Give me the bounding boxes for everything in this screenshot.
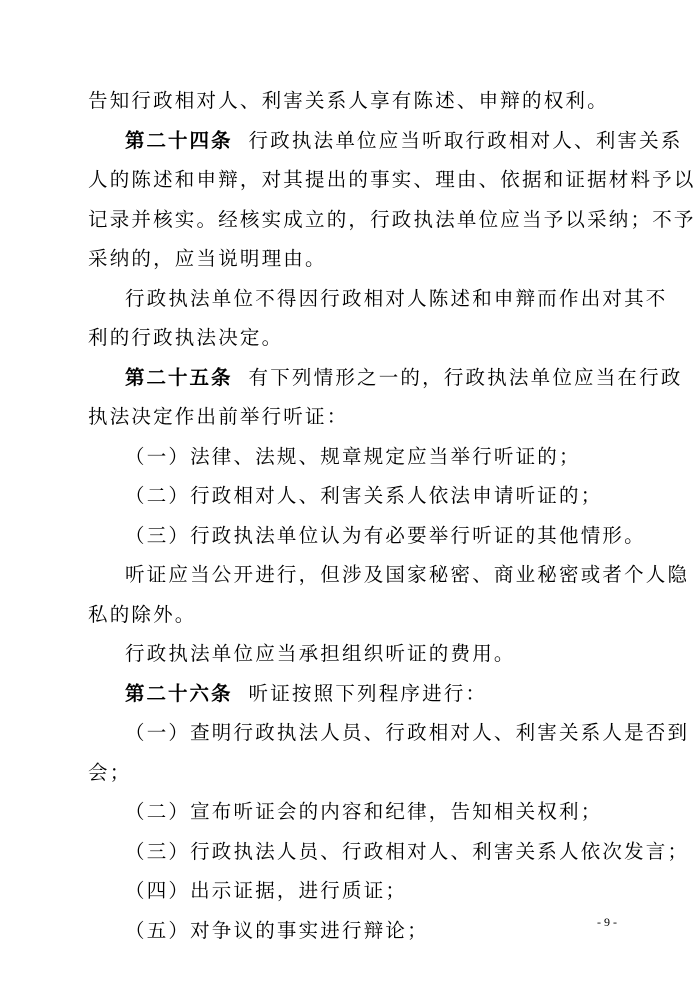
list-item: （一）查明行政执法人员、行政相对人、利害关系人是否到 bbox=[125, 721, 690, 744]
text-line: 行政执法单位应当承担组织听证的费用。 bbox=[125, 642, 516, 665]
text-line: 采纳的，应当说明理由。 bbox=[88, 247, 327, 270]
text-line: 私的除外。 bbox=[88, 602, 197, 626]
article-24-line bbox=[125, 128, 683, 154]
text-line: 人的陈述和申辩，对其提出的事实、理由、依据和证据材料予以 bbox=[88, 168, 696, 191]
text-run: 行政执法单位应当听取行政相对人、利害关系 bbox=[248, 128, 683, 152]
article-25-line bbox=[125, 365, 683, 391]
article-26-heading: 第二十六条 bbox=[125, 681, 233, 705]
article-26-line bbox=[125, 681, 628, 707]
text-line: 听证应当公开进行，但涉及国家秘密、商业秘密或者个人隐 bbox=[125, 563, 690, 586]
article-25-heading: 第二十五条 bbox=[125, 365, 233, 389]
text-line: 执法决定作出前举行听证： bbox=[88, 405, 349, 428]
page-number: - 9 - bbox=[597, 915, 617, 929]
list-item: （二）宣布听证会的内容和纪律，告知相关权利； bbox=[125, 800, 603, 823]
list-item: （三）行政执法单位认为有必要举行听证的其他情形。 bbox=[125, 523, 646, 547]
list-item: （三）行政执法人员、行政相对人、利害关系人依次发言； bbox=[125, 839, 690, 863]
list-item: （五）对争议的事实进行辩论； bbox=[125, 918, 429, 942]
list-item: （二）行政相对人、利害关系人依法申请听证的； bbox=[125, 484, 603, 507]
list-item: （一）法律、法规、规章规定应当举行听证的； bbox=[125, 444, 581, 468]
text-run: 听证按照下列程序进行： bbox=[248, 681, 488, 705]
text-line: 行政执法单位不得因行政相对人陈述和申辩而作出对其不 bbox=[125, 286, 668, 310]
text-line: 会； bbox=[88, 760, 132, 784]
list-item: （四）出示证据，进行质证； bbox=[125, 879, 408, 902]
text-run: 有下列情形之一的，行政执法单位应当在行政 bbox=[248, 365, 683, 389]
text-line: 利的行政执法决定。 bbox=[88, 326, 284, 349]
text-line: 告知行政相对人、利害关系人享有陈述、申辩的权利。 bbox=[88, 89, 609, 112]
article-24-heading: 第二十四条 bbox=[125, 128, 233, 152]
text-line: 记录并核实。经核实成立的，行政执法单位应当予以采纳；不予 bbox=[88, 207, 696, 231]
